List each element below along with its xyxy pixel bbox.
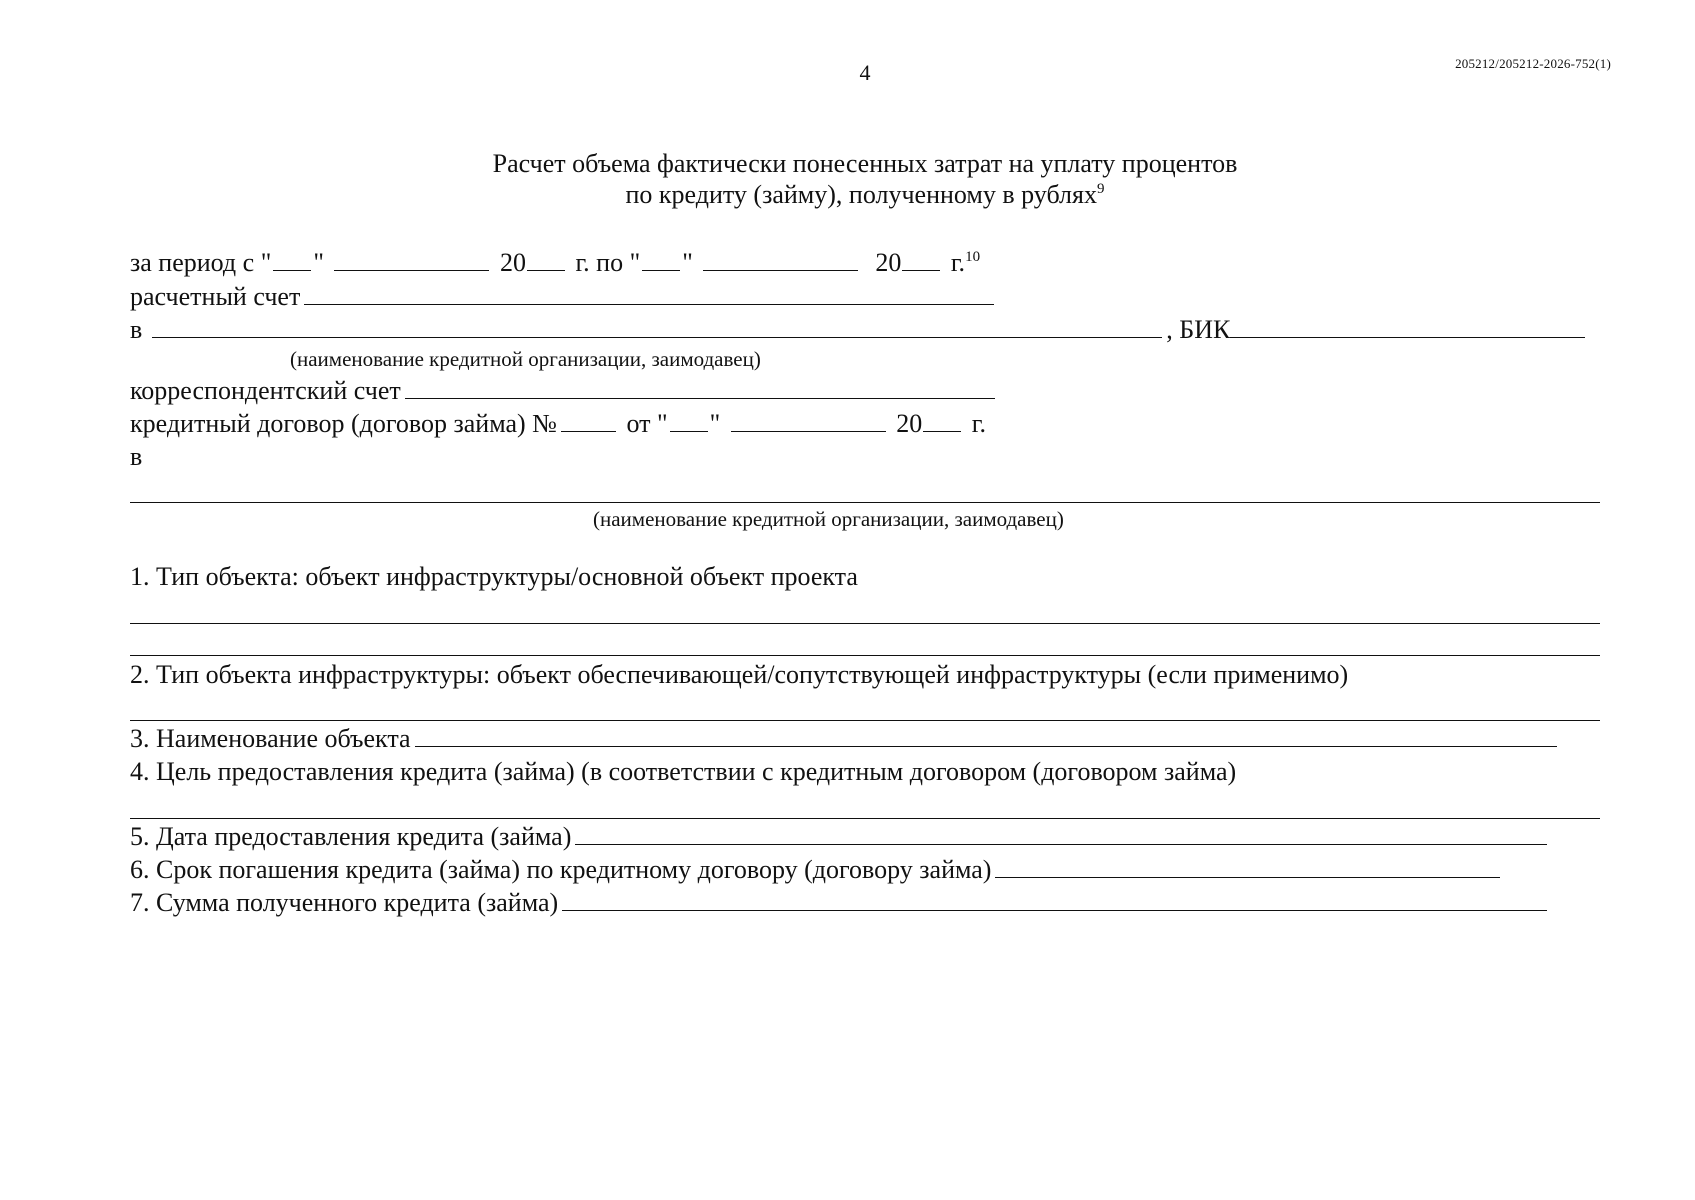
item-6-line — [130, 855, 1504, 885]
page-number: 4 — [859, 60, 871, 85]
item-4-label: 4. Цель предоставления кредита (займа) (в соответствии с кредитным договором (договором займа) — [130, 757, 1237, 786]
item-5-line — [130, 822, 1551, 852]
item-7-label: 7. Сумма полученного кредита (займа) — [130, 888, 559, 917]
period-start-day-field[interactable] — [273, 248, 311, 271]
period-year-suffix: г. — [950, 248, 966, 277]
bank2-prefix: в — [130, 442, 143, 471]
credit-agreement-day-field[interactable] — [670, 409, 708, 432]
credit-agreement-from: от " — [626, 409, 668, 438]
bank2-name-field[interactable] — [130, 502, 1600, 503]
correspondent-account-label: корреспондентский счет — [130, 376, 401, 405]
credit-agreement-month-field[interactable] — [731, 409, 886, 432]
period-footnote: 10 — [965, 249, 981, 265]
period-to-label: г. по " — [575, 248, 641, 277]
bank2-line — [130, 442, 142, 472]
title-line-2 — [0, 179, 1695, 210]
item-4-field[interactable] — [130, 818, 1600, 819]
correspondent-account-field[interactable] — [405, 376, 995, 399]
title-line-2-text: по кредиту (займу), полученному в рублях — [625, 180, 1097, 209]
item-2-label: 2. Тип объекта инфраструктуры: объект обеспечивающей/сопутствующей инфраструктуры (если применимо) — [130, 660, 1349, 689]
period-start-year-field[interactable] — [527, 248, 565, 271]
settlement-account-line — [130, 282, 998, 312]
item-5-label: 5. Дата предоставления кредита (займа) — [130, 822, 572, 851]
item-5-field[interactable] — [575, 822, 1547, 845]
bank-line — [130, 315, 1589, 345]
item-6-label: 6. Срок погашения кредита (займа) по кредитному договору (договору займа) — [130, 855, 992, 884]
credit-agreement-number-field[interactable] — [561, 409, 616, 432]
settlement-account-field[interactable] — [304, 282, 994, 305]
period-end-year-prefix: 20 — [875, 248, 902, 277]
bank-caption: (наименование кредитной организации, заимодавец) — [290, 347, 761, 371]
item-3-line — [130, 724, 1561, 754]
item-2-field[interactable] — [130, 720, 1600, 721]
credit-agreement-year-field[interactable] — [923, 409, 961, 432]
credit-agreement-line — [130, 409, 986, 439]
period-line — [130, 248, 980, 278]
item-1-field-1[interactable] — [130, 623, 1600, 624]
period-end-year-field[interactable] — [902, 248, 940, 271]
item-1-label: 1. Тип объекта: объект инфраструктуры/основной объект проекта — [130, 562, 858, 591]
bik-label: , БИК — [1166, 315, 1231, 344]
credit-agreement-quote-close: " — [709, 409, 721, 438]
item-2-line — [130, 660, 1348, 690]
settlement-account-label: расчетный счет — [130, 282, 301, 311]
item-1-field-2[interactable] — [130, 655, 1600, 656]
item-1-line — [130, 562, 858, 592]
bank2-caption: (наименование кредитной организации, заимодавец) — [593, 507, 1064, 531]
title-line-1: Расчет объема фактически понесенных затрат на уплату процентов — [492, 149, 1238, 178]
period-start-month-field[interactable] — [334, 248, 489, 271]
credit-agreement-label: кредитный договор (договор займа) № — [130, 409, 557, 438]
credit-agreement-year-prefix: 20 — [896, 409, 923, 438]
item-3-field[interactable] — [415, 724, 1557, 747]
item-7-field[interactable] — [562, 888, 1547, 911]
item-3-label: 3. Наименование объекта — [130, 724, 411, 753]
bank-name-field[interactable] — [152, 315, 1162, 338]
period-end-month-field[interactable] — [703, 248, 858, 271]
item-4-line — [130, 757, 1236, 787]
period-end-day-field[interactable] — [642, 248, 680, 271]
bik-field[interactable] — [1230, 315, 1585, 338]
period-quote-close-2: " — [682, 248, 693, 277]
period-label: за период с " — [130, 248, 272, 277]
item-7-line — [130, 888, 1551, 918]
title-footnote: 9 — [1096, 181, 1105, 197]
correspondent-account-line — [130, 376, 999, 406]
form-title — [0, 148, 1695, 210]
credit-agreement-suffix: г. — [971, 409, 986, 438]
item-6-field[interactable] — [995, 855, 1500, 878]
bank-prefix: в — [130, 315, 143, 344]
document-id: 205212/205212-2026-752(1) — [1455, 56, 1611, 71]
period-start-year-prefix: 20 — [499, 248, 526, 277]
period-quote-close: " — [313, 248, 324, 277]
